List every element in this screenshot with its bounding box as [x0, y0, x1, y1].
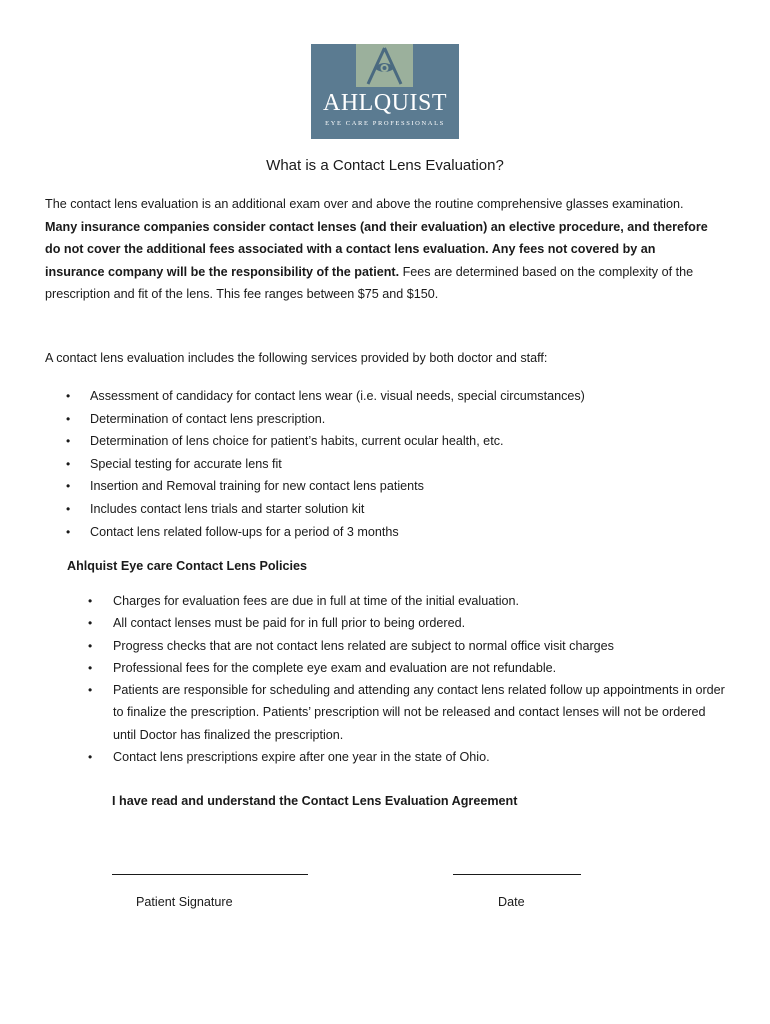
policies-heading: Ahlquist Eye care Contact Lens Policies: [67, 559, 308, 573]
list-item: [88, 746, 728, 768]
list-item: [88, 679, 728, 746]
list-item-text: Determination of contact lens prescription.: [90, 411, 326, 426]
date-signature-line[interactable]: [453, 874, 581, 875]
logo-tagline: EYE CARE PROFESSIONALS: [325, 120, 445, 127]
list-item: [88, 612, 728, 634]
bullet-icon: •: [66, 456, 71, 471]
list-item: [88, 635, 728, 657]
list-item-text: Charges for evaluation fees are due in full at time of the initial evaluation.: [113, 594, 520, 608]
date-label: Date: [498, 895, 525, 909]
logo-brand-text: AHLQUIST: [323, 90, 447, 116]
bullet-icon: •: [88, 638, 93, 653]
bullet-icon: •: [66, 479, 71, 494]
services-intro: A contact lens evaluation includes the following services provided by both doctor and staff:: [45, 351, 548, 365]
list-item: [66, 453, 746, 476]
intro-text-1: The contact lens evaluation is an additional exam over and above the routine comprehensive glasses examination.: [45, 197, 684, 211]
intro-text-2: Fees are determined based on the complexity of the prescription and fit of the lens. This fee ranges between $75 and $150.: [45, 264, 694, 301]
bullet-icon: •: [88, 660, 93, 675]
list-item-text: Contact lens prescriptions expire after one year in the state of Ohio.: [113, 750, 490, 765]
list-item: [66, 475, 746, 498]
list-item-text: Includes contact lens trials and starter solution kit: [90, 501, 365, 516]
list-item: [66, 498, 746, 521]
list-item-text: Progress checks that are not contact lens related are subject to normal office visit charges: [113, 638, 614, 653]
list-item-text: Contact lens related follow-ups for a period of 3 months: [90, 524, 399, 539]
company-logo: [311, 44, 459, 139]
bullet-icon: •: [88, 594, 93, 608]
bullet-icon: •: [66, 389, 71, 403]
list-item-text: Professional fees for the complete eye exam and evaluation are not refundable.: [113, 660, 557, 675]
patient-signature-label: Patient Signature: [136, 895, 233, 909]
list-item: [88, 657, 728, 679]
list-item-text: Patients are responsible for scheduling and attending any contact lens related follow up appointments in order to finalize the prescription. Patients’ prescription will not be released and contact lenses will not be ordered until Doctor has finalized the prescription.: [113, 683, 725, 742]
list-item-text: Insertion and Removal training for new contact lens patients: [90, 479, 424, 494]
policies-list: [88, 590, 728, 768]
patient-signature-line[interactable]: [112, 874, 308, 875]
list-item: [66, 385, 746, 408]
bullet-icon: •: [66, 434, 71, 449]
agreement-statement: I have read and understand the Contact Lens Evaluation Agreement: [112, 794, 518, 808]
bullet-icon: •: [88, 616, 93, 631]
intro-text-bold: Many insurance companies consider contact lenses (and their evaluation) an elective procedure, and therefore do not cover the additional fees associated with a contact lens evaluation. Any fees not covered by an insurance company will be the responsibility of the patient.: [45, 219, 708, 279]
list-item: [66, 430, 746, 453]
list-item: [66, 408, 746, 431]
list-item-text: Determination of lens choice for patient’s habits, current ocular health, etc.: [90, 434, 504, 449]
list-item: [66, 521, 746, 544]
bullet-icon: •: [66, 501, 71, 516]
bullet-icon: •: [66, 524, 71, 539]
bullet-icon: •: [66, 411, 71, 426]
list-item-text: Special testing for accurate lens fit: [90, 456, 282, 471]
page-title: What is a Contact Lens Evaluation?: [266, 157, 504, 174]
list-item-text: All contact lenses must be paid for in full prior to being ordered.: [113, 616, 466, 631]
eye-in-triangle-icon: [356, 44, 413, 87]
list-item: [88, 590, 728, 612]
services-list: [66, 385, 746, 543]
bullet-icon: •: [88, 750, 93, 765]
bullet-icon: •: [88, 683, 93, 698]
list-item-text: Assessment of candidacy for contact lens wear (i.e. visual needs, special circumstances): [90, 389, 585, 403]
intro-paragraph: [45, 193, 713, 306]
